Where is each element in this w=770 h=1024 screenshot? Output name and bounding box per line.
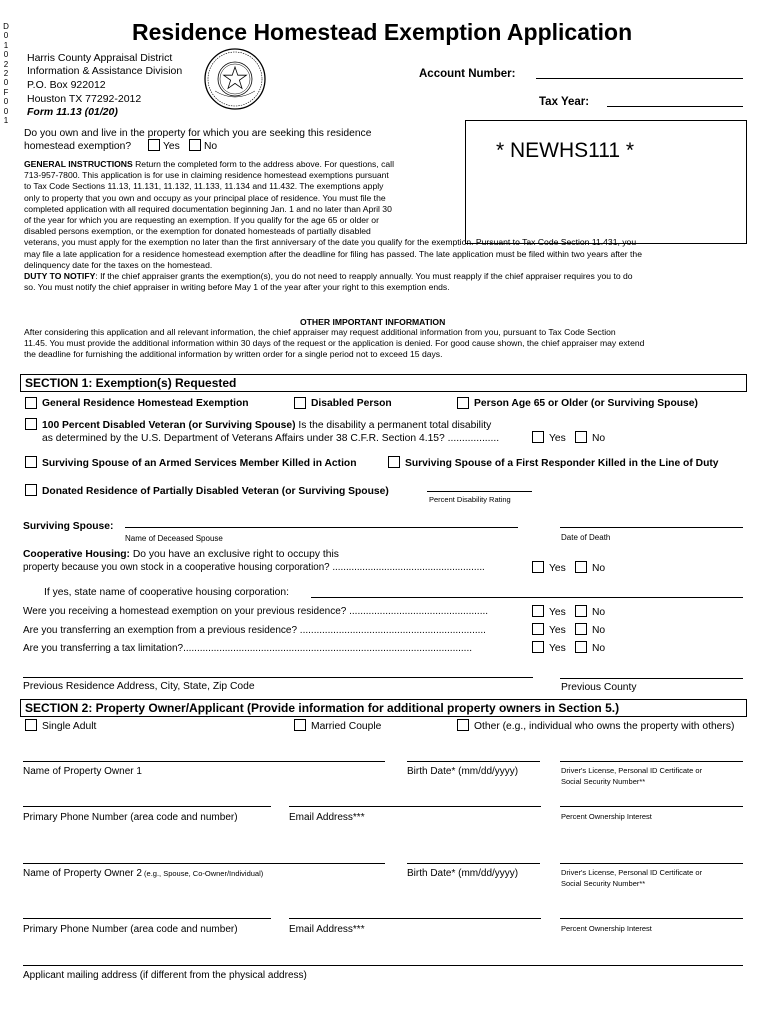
mailing-address-label: Applicant mailing address (if different from the physical address) — [23, 970, 307, 981]
general-instructions — [24, 159, 748, 293]
other-info-line: After considering this application and all relevant information, the chief appraiser may request additional information from you, pursuant to Tax Code Section — [24, 327, 616, 337]
owner2-name-label — [23, 868, 263, 880]
section2-title: SECTION 2: Property Owner/Applicant (Provide information for additional property owners in Section 5.) — [25, 701, 620, 715]
owner1-email-label: Email Address*** — [289, 812, 365, 823]
transfer-yes-checkbox[interactable] — [532, 623, 544, 635]
office-line-4: Houston TX 77292-2012 — [27, 93, 142, 105]
first-responder-checkbox[interactable] — [388, 456, 400, 468]
coop-no-checkbox[interactable] — [575, 561, 587, 573]
veteran-yes-checkbox[interactable] — [532, 431, 544, 443]
duty-line: so. You must notify the chief appraiser in writing before May 1 of the year after your right to this exemption ends. — [24, 282, 450, 293]
coop-housing-question — [23, 549, 339, 561]
other-info-line: the deadline for furnishing the additional information by written order for a single period not to exceed 15 days. — [24, 349, 443, 360]
prev-exemption-yes-checkbox[interactable] — [532, 605, 544, 617]
disabled-person-label: Disabled Person — [311, 398, 392, 409]
veteran-no-label: No — [592, 433, 606, 444]
owner1-phone-field[interactable] — [23, 806, 271, 807]
page-title: Residence Homestead Exemption Application — [132, 19, 633, 45]
transfer-no-checkbox[interactable] — [575, 623, 587, 635]
form-code-char: 2 — [3, 69, 9, 78]
owner2-dl-label-2: Social Security Number** — [561, 879, 646, 888]
date-of-death-field[interactable] — [560, 527, 743, 528]
form-code-char: 2 — [3, 59, 9, 69]
coop-no-label: No — [592, 563, 606, 574]
prev-exemption-no-label: No — [592, 607, 606, 618]
armed-services-label: Surviving Spouse of an Armed Services Member Killed in Action — [42, 458, 357, 469]
form-code-char: 0 — [3, 50, 9, 60]
prev-address-label: Previous Residence Address, City, State, Zip Code — [23, 681, 255, 692]
owner2-percent-label: Percent Ownership Interest — [561, 924, 652, 933]
owner1-dl-label: Driver's License, Personal ID Certificate or — [561, 766, 703, 775]
percent-rating-field[interactable] — [427, 491, 532, 492]
duty-line: : If the chief appraiser grants the exemption(s), you do not need to reapply annually. You must reapply if the chief appraiser requires you to do — [95, 271, 633, 282]
married-couple-label: Married Couple — [311, 721, 382, 732]
other-info-line: 11.45. You must provide the additional information within 30 days of the request or the application is denied. For good cause shown, the chief appraiser may extend — [24, 338, 645, 349]
coop-yes-label: Yes — [549, 563, 566, 574]
surviving-spouse-label: Surviving Spouse: — [23, 521, 114, 532]
own-live-yes-label: Yes — [163, 141, 180, 152]
percent-rating-label: Percent Disability Rating — [429, 495, 511, 504]
office-line-1: Harris County Appraisal District — [27, 52, 173, 64]
prev-county-field[interactable] — [560, 678, 743, 679]
disabled-veteran-bold: 100 Percent Disabled Veteran (or Surviving Spouse) — [42, 420, 296, 431]
account-number-field[interactable] — [536, 78, 743, 79]
instruction-line: disabled persons exemption, or the exemption for donated homesteads of partially disabled — [24, 226, 371, 237]
single-adult-checkbox[interactable] — [25, 719, 37, 731]
owner2-name-text: Name of Property Owner 2 — [23, 868, 142, 879]
section1-title: SECTION 1: Exemption(s) Requested — [25, 376, 237, 390]
other-info-heading: OTHER IMPORTANT INFORMATION — [300, 317, 446, 327]
owner1-percent-label: Percent Ownership Interest — [561, 812, 652, 821]
mailing-address-field[interactable] — [23, 965, 743, 966]
instruction-line: to Tax Code Sections 11.13, 11.131, 11.132, 11.133, 11.134 and 11.432. The exemptions apply — [24, 181, 384, 192]
general-instructions-heading: GENERAL INSTRUCTIONS — [24, 159, 133, 169]
form-code-char: 0 — [3, 31, 9, 41]
disabled-veteran-checkbox[interactable] — [25, 418, 37, 430]
form-code-char: D — [3, 22, 9, 31]
instruction-line: may file a late application for a residence homestead exemption after the deadline for filing has passed. The late application must be filed within two years after the — [24, 248, 642, 259]
veteran-yes-label: Yes — [549, 433, 566, 444]
owner2-birth-label: Birth Date* (mm/dd/yyyy) — [407, 868, 519, 879]
date-of-death-label: Date of Death — [561, 533, 611, 542]
other-owner-label: Other (e.g., individual who owns the property with others) — [474, 721, 735, 732]
county-seal-icon — [203, 47, 267, 111]
age65-label: Person Age 65 or Older (or Surviving Spouse) — [474, 398, 698, 409]
office-line-2: Information & Assistance Division — [27, 65, 183, 77]
owner2-dl-field[interactable] — [560, 863, 743, 864]
owner2-phone-field[interactable] — [23, 918, 271, 919]
general-exemption-label: General Residence Homestead Exemption — [42, 398, 249, 409]
limitation-yes-checkbox[interactable] — [532, 641, 544, 653]
prev-exemption-no-checkbox[interactable] — [575, 605, 587, 617]
disabled-person-checkbox[interactable] — [294, 397, 306, 409]
own-live-question-2: homestead exemption? — [24, 141, 132, 152]
general-exemption-checkbox[interactable] — [25, 397, 37, 409]
instruction-line: completed application with all required documentation beginning Jan. 1 and no later than April 30 — [24, 203, 392, 214]
single-adult-label: Single Adult — [42, 721, 97, 732]
owner1-percent-field[interactable] — [560, 806, 743, 807]
own-live-question: Do you own and live in the property for which you are seeking this residence — [24, 128, 372, 139]
limitation-no-label: No — [592, 643, 606, 654]
owner2-email-label: Email Address*** — [289, 924, 365, 935]
own-live-no-checkbox[interactable] — [189, 139, 201, 151]
veteran-no-checkbox[interactable] — [575, 431, 587, 443]
prev-exemption-question: Were you receiving a homestead exemption on your previous residence? .................................................. — [23, 606, 489, 617]
other-owner-checkbox[interactable] — [457, 719, 469, 731]
deceased-spouse-field[interactable] — [125, 527, 518, 528]
owner2-percent-field[interactable] — [560, 918, 743, 919]
form-code-char: 0 — [3, 106, 9, 116]
section1-header — [20, 374, 747, 392]
barcode-text: * NEWHS111 * — [496, 139, 635, 162]
coop-housing-line2: property because you own stock in a cooperative housing corporation? ........................................................ — [23, 562, 485, 573]
armed-services-checkbox[interactable] — [25, 456, 37, 468]
form-number: Form 11.13 (01/20) — [27, 106, 118, 118]
married-couple-checkbox[interactable] — [294, 719, 306, 731]
disabled-veteran-line2: as determined by the U.S. Department of Veterans Affairs under 38 C.F.R. Section 4.15? .................. — [42, 433, 500, 444]
duty-to-notify-heading: DUTY TO NOTIFY — [24, 271, 96, 282]
form-code-char: F — [3, 87, 9, 97]
limitation-yes-label: Yes — [549, 643, 566, 654]
prev-address-field[interactable] — [23, 677, 533, 678]
instruction-line: only to property that you own and occupy as your principal place of residence. You must file the — [24, 192, 386, 203]
owner1-name-field[interactable] — [23, 761, 385, 762]
prev-county-label: Previous County — [561, 682, 637, 693]
deceased-spouse-label: Name of Deceased Spouse — [125, 534, 223, 543]
age65-checkbox[interactable] — [457, 397, 469, 409]
instruction-line: delinquency date for the taxes on the homestead. — [24, 259, 213, 270]
owner1-email-field[interactable] — [289, 806, 541, 807]
transfer-exemption-question: Are you transferring an exemption from a previous residence? ................................................................... — [23, 625, 486, 636]
coop-housing-text: Do you have an exclusive right to occupy this — [129, 549, 339, 560]
tax-year-field[interactable] — [607, 106, 743, 107]
owner2-name-note: (e.g., Spouse, Co-Owner/Individual) — [141, 869, 264, 878]
office-line-3: P.O. Box 922012 — [27, 79, 106, 91]
coop-housing-heading: Cooperative Housing: — [23, 549, 130, 560]
owner2-email-field[interactable] — [289, 918, 541, 919]
form-code-char: 1 — [3, 40, 9, 50]
tax-year-label: Tax Year: — [539, 96, 590, 108]
coop-yes-checkbox[interactable] — [532, 561, 544, 573]
account-number-label: Account Number: — [419, 68, 516, 80]
donated-residence-checkbox[interactable] — [25, 484, 37, 496]
transfer-no-label: No — [592, 625, 606, 636]
other-info — [24, 327, 748, 361]
limitation-no-checkbox[interactable] — [575, 641, 587, 653]
coop-name-label: If yes, state name of cooperative housing corporation: — [44, 587, 289, 598]
section2-header — [20, 699, 747, 717]
transfer-yes-label: Yes — [549, 625, 566, 636]
owner1-dl-field[interactable] — [560, 761, 743, 762]
disabled-veteran-rest: Is the disability a permanent total disability — [295, 420, 492, 431]
form-code-char: 0 — [3, 97, 9, 107]
owner2-name-field[interactable] — [23, 863, 385, 864]
instruction-line: veterans, you must apply for the exemption no later than the first anniversary of the date you qualify for the exemption. Pursuant to Tax Code Section 11.431, you — [24, 237, 637, 248]
owner1-birth-field[interactable] — [407, 761, 540, 762]
disabled-veteran-label — [42, 420, 491, 432]
owner1-dl-label-2: Social Security Number** — [561, 777, 646, 786]
owner2-dl-label: Driver's License, Personal ID Certificate or — [561, 868, 703, 877]
own-live-yes-checkbox[interactable] — [148, 139, 160, 151]
owner2-phone-label: Primary Phone Number (area code and number) — [23, 924, 238, 935]
owner1-name-label: Name of Property Owner 1 — [23, 766, 142, 777]
owner2-birth-field[interactable] — [407, 863, 540, 864]
coop-name-field[interactable] — [311, 597, 743, 598]
owner1-phone-label: Primary Phone Number (area code and number) — [23, 812, 238, 823]
form-code — [0, 22, 12, 132]
owner1-birth-label: Birth Date* (mm/dd/yyyy) — [407, 766, 519, 777]
form-code-char: 0 — [3, 78, 9, 88]
own-live-no-label: No — [204, 141, 218, 152]
instruction-line: 713-957-7800. This application is for use in claiming residence homestead exemptions pursuant — [24, 170, 389, 181]
instruction-line: of the year for which you are requesting an exemption. If you qualify for the age 65 or older or — [24, 215, 379, 226]
instruction-line: Return the completed form to the address above. For questions, call — [132, 159, 394, 169]
first-responder-label: Surviving Spouse of a First Responder Killed in the Line of Duty — [405, 458, 719, 469]
tax-limitation-question: Are you transferring a tax limitation?........................................................................................................ — [23, 643, 473, 654]
form-code-char: 1 — [3, 116, 9, 125]
prev-exemption-yes-label: Yes — [549, 607, 566, 618]
donated-residence-label: Donated Residence of Partially Disabled Veteran (or Surviving Spouse) — [42, 486, 389, 497]
